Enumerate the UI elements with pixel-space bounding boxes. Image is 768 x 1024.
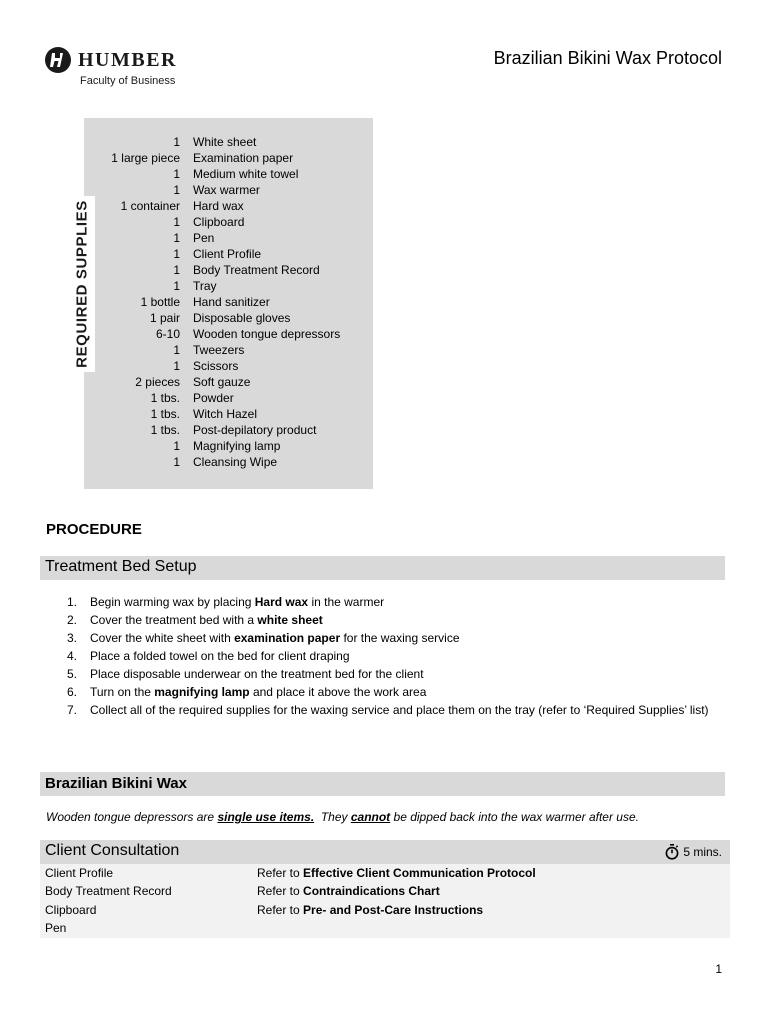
supply-quantity: 1	[173, 343, 180, 357]
step-number: 7.	[67, 703, 78, 717]
consult-reference: Refer to Contraindications Chart	[257, 884, 440, 898]
supply-item: Examination paper	[193, 151, 294, 165]
supply-quantity: 1 tbs.	[150, 391, 180, 405]
supply-quantity: 1 pair	[149, 311, 180, 325]
humber-logo	[44, 44, 194, 92]
logo-subtitle: Faculty of Business	[80, 75, 176, 87]
supply-quantity: 1	[173, 439, 180, 453]
supply-row	[84, 214, 373, 230]
supply-row	[84, 454, 373, 470]
consult-reference: Refer to Effective Client Communication Protocol	[257, 866, 536, 880]
setup-step: 2. Cover the treatment bed with a white sheet	[67, 613, 323, 627]
supply-item: Client Profile	[193, 247, 262, 261]
treatment-bed-setup-bar	[40, 556, 725, 580]
supply-row	[84, 390, 373, 406]
supply-item: Clipboard	[193, 215, 245, 229]
supply-item: Scissors	[193, 359, 239, 373]
consult-item: Pen	[45, 921, 67, 935]
supply-item: Hard wax	[193, 199, 244, 213]
supply-row	[84, 230, 373, 246]
stopwatch-icon	[665, 844, 679, 860]
supply-row	[84, 150, 373, 166]
supply-quantity: 1 container	[120, 199, 180, 213]
supply-row	[84, 278, 373, 294]
supply-quantity: 2 pieces	[135, 375, 180, 389]
supply-item: Medium white towel	[193, 167, 299, 181]
supply-item: Disposable gloves	[193, 311, 291, 325]
supply-row	[84, 310, 373, 326]
treatment-bed-setup-title: Treatment Bed Setup	[45, 558, 197, 575]
duration	[665, 844, 722, 860]
supply-row	[84, 262, 373, 278]
consult-reference: Refer to Pre- and Post-Care Instructions	[257, 903, 484, 917]
client-consultation-title: Client Consultation	[45, 842, 180, 859]
step-number: 3.	[67, 631, 78, 645]
consult-item: Client Profile	[45, 866, 114, 880]
setup-step: 6. Turn on the magnifying lamp and place it above the work area	[67, 685, 427, 699]
supply-item: Powder	[193, 391, 234, 405]
supply-row	[84, 326, 373, 342]
supply-quantity: 1	[173, 263, 180, 277]
supply-row	[84, 294, 373, 310]
single-use-note: Wooden tongue depressors are single use items. They cannot be dipped back into the wax warmer after use.	[46, 810, 639, 824]
supply-quantity: 6-10	[155, 327, 180, 341]
step-number: 5.	[67, 667, 78, 681]
step-number: 6.	[67, 685, 78, 699]
supply-row	[84, 422, 373, 438]
supply-row	[84, 358, 373, 374]
supply-list	[84, 134, 373, 470]
step-number: 2.	[67, 613, 78, 627]
required-supplies-box	[73, 118, 373, 489]
supply-row	[84, 406, 373, 422]
supply-row	[84, 182, 373, 198]
brazilian-bikini-wax-title: Brazilian Bikini Wax	[45, 775, 187, 792]
supply-row	[84, 198, 373, 214]
supply-quantity: 1	[173, 279, 180, 293]
supply-row	[84, 166, 373, 182]
supply-quantity: 1	[173, 455, 180, 469]
logo-name: HUMBER	[78, 49, 177, 71]
supply-row	[84, 374, 373, 390]
supply-item: Wooden tongue depressors	[193, 327, 341, 341]
supply-item: Pen	[193, 231, 215, 245]
supply-row	[84, 438, 373, 454]
document-title: Brazilian Bikini Wax Protocol	[493, 48, 722, 68]
supply-item: Tray	[193, 279, 217, 293]
supply-quantity: 1 large piece	[111, 151, 180, 165]
duration-text: 5 mins.	[683, 845, 722, 859]
supply-row	[84, 246, 373, 262]
supply-item: Cleansing Wipe	[193, 455, 278, 469]
setup-step: 5. Place disposable underwear on the treatment bed for the client	[67, 667, 424, 681]
supply-quantity: 1 tbs.	[150, 423, 180, 437]
supply-item: Witch Hazel	[193, 407, 258, 421]
humber-logo-icon	[44, 46, 72, 74]
step-number: 4.	[67, 649, 78, 663]
setup-step: 7. Collect all of the required supplies for the waxing service and place them on the tray (refer to ‘Required Supplies’ list)	[67, 703, 709, 717]
required-supplies-label-text: REQUIRED SUPPLIES	[73, 200, 90, 368]
supply-item: Hand sanitizer	[193, 295, 270, 309]
setup-steps	[60, 593, 725, 719]
supply-quantity: 1	[173, 215, 180, 229]
client-consultation-header	[40, 840, 730, 864]
client-consultation-table	[40, 840, 730, 938]
brazilian-bikini-wax-bar	[40, 772, 725, 796]
supply-item: White sheet	[193, 135, 257, 149]
supply-quantity: 1	[173, 183, 180, 197]
step-number: 1.	[67, 595, 78, 609]
supply-item: Tweezers	[193, 343, 245, 357]
consult-item: Clipboard	[45, 903, 97, 917]
supply-quantity: 1 bottle	[140, 295, 180, 309]
supply-row	[84, 134, 373, 150]
setup-step: 3. Cover the white sheet with examination paper for the waxing service	[67, 631, 460, 645]
supply-quantity: 1	[173, 231, 180, 245]
supply-quantity: 1	[173, 359, 180, 373]
page-number: 1	[715, 962, 722, 976]
supply-row	[84, 342, 373, 358]
supply-quantity: 1 tbs.	[150, 407, 180, 421]
supply-item: Magnifying lamp	[193, 439, 281, 453]
supply-item: Body Treatment Record	[193, 263, 320, 277]
supply-item: Post-depilatory product	[193, 423, 317, 437]
supply-item: Soft gauze	[193, 375, 251, 389]
supply-item: Wax warmer	[193, 183, 260, 197]
consult-item: Body Treatment Record	[45, 884, 172, 898]
procedure-heading: PROCEDURE	[46, 521, 142, 538]
supply-quantity: 1	[173, 135, 180, 149]
setup-step: 1. Begin warming wax by placing Hard wax in the warmer	[67, 595, 385, 609]
supply-quantity: 1	[173, 247, 180, 261]
supply-quantity: 1	[173, 167, 180, 181]
setup-step: 4. Place a folded towel on the bed for client draping	[67, 649, 350, 663]
